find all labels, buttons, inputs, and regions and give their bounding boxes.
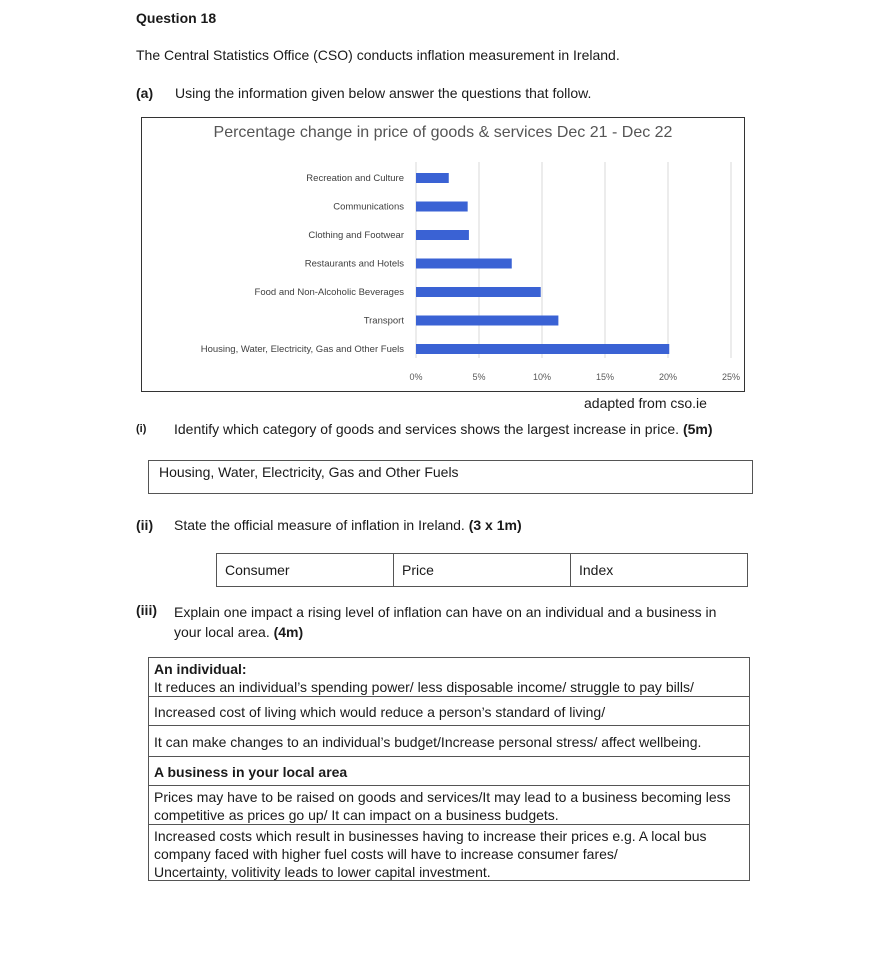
part-iii-marks: (4m) [273, 624, 304, 640]
individual-line-1: It reduces an individual’s spending power/ less disposable income/ struggle to pay bills/ [154, 679, 694, 695]
part-i-answer-box[interactable] [148, 460, 753, 494]
business-line-1b: competitive as prices go up/ It can impact on a business budgets. [154, 807, 559, 823]
bar [416, 287, 541, 297]
bar [416, 202, 468, 212]
individual-heading: An individual: [154, 661, 247, 677]
bar-chart [142, 118, 743, 390]
individual-answer-row-3[interactable] [148, 725, 750, 757]
category-label: Food and Non-Alcoholic Beverages [254, 287, 404, 298]
answer-cell-index[interactable] [570, 553, 748, 587]
business-line-2a: Increased costs which result in businesses having to increase their prices e.g. A local bus [154, 828, 707, 844]
category-label: Transport [363, 315, 404, 327]
bar [416, 230, 469, 240]
bar [416, 344, 669, 354]
business-line-1a: Prices may have to be raised on goods and services/It may lead to a business becoming less [154, 789, 731, 805]
part-ii-label: (ii) [136, 517, 154, 533]
bar [416, 259, 512, 269]
category-label: Housing, Water, Electricity, Gas and Other Fuels [200, 344, 404, 355]
individual-answer-row-2[interactable] [148, 696, 750, 726]
part-iii-question [174, 602, 716, 642]
x-tick-label: 15% [595, 372, 615, 382]
part-ii-text: State the official measure of inflation in Ireland. [174, 517, 465, 533]
business-answer-row-1[interactable] [148, 785, 750, 825]
business-line-2b: company faced with higher fuel costs will have to increase consumer fares/ [154, 846, 618, 862]
question-title: Question 18 [136, 10, 217, 26]
part-iii-text-line1: Explain one impact a rising level of inflation can have on an individual and a business in [174, 604, 717, 620]
business-answer-row-2[interactable] [148, 824, 750, 881]
individual-line-2: Increased cost of living which would reduce a person’s standard of living/ [154, 704, 606, 720]
part-a-label: (a) [136, 85, 154, 101]
business-heading-row [148, 756, 750, 786]
x-tick-label: 5% [472, 372, 486, 382]
category-label: Clothing and Footwear [308, 230, 404, 241]
bar [416, 316, 558, 326]
part-ii-question [174, 517, 522, 533]
part-i-question [174, 421, 713, 437]
chart-title: Percentage change in price of goods & services Dec 21 - Dec 22 [213, 124, 673, 141]
individual-answer-row-1[interactable] [148, 657, 750, 697]
answer-cell-price[interactable] [393, 553, 571, 587]
answer-cell-consumer[interactable] [216, 553, 394, 587]
category-label: Communications [333, 201, 404, 213]
x-tick-label: 10% [532, 372, 552, 382]
part-iii-text-line2: your local area. [174, 624, 270, 640]
part-a-text: Using the information given below answer the questions that follow. [175, 85, 592, 101]
chart-source: adapted from cso.ie [584, 395, 707, 411]
business-heading: A business in your local area [154, 764, 348, 780]
answer-price: Price [402, 562, 434, 578]
chart-frame [141, 117, 745, 392]
part-i-text: Identify which category of goods and services shows the largest increase in price. [174, 421, 680, 437]
x-tick-label: 20% [658, 372, 678, 382]
category-label: Restaurants and Hotels [304, 258, 404, 270]
part-i-label: (i) [136, 423, 147, 435]
x-tick-label: 0% [409, 372, 423, 382]
part-ii-marks: (3 x 1m) [468, 517, 522, 533]
category-label: Recreation and Culture [306, 173, 404, 184]
question-intro: The Central Statistics Office (CSO) conducts inflation measurement in Ireland. [136, 47, 620, 63]
business-line-2c: Uncertainty, volitivity leads to lower capital investment. [154, 864, 491, 880]
part-iii-label: (iii) [136, 602, 157, 618]
individual-line-3: It can make changes to an individual’s budget/Increase personal stress/ affect wellbeing. [154, 734, 702, 750]
bar [416, 173, 449, 183]
answer-consumer: Consumer [225, 562, 290, 578]
part-i-marks: (5m) [682, 421, 713, 437]
answer-index: Index [579, 562, 614, 578]
x-tick-label: 25% [721, 372, 741, 382]
part-i-answer: Housing, Water, Electricity, Gas and Other Fuels [159, 464, 459, 480]
